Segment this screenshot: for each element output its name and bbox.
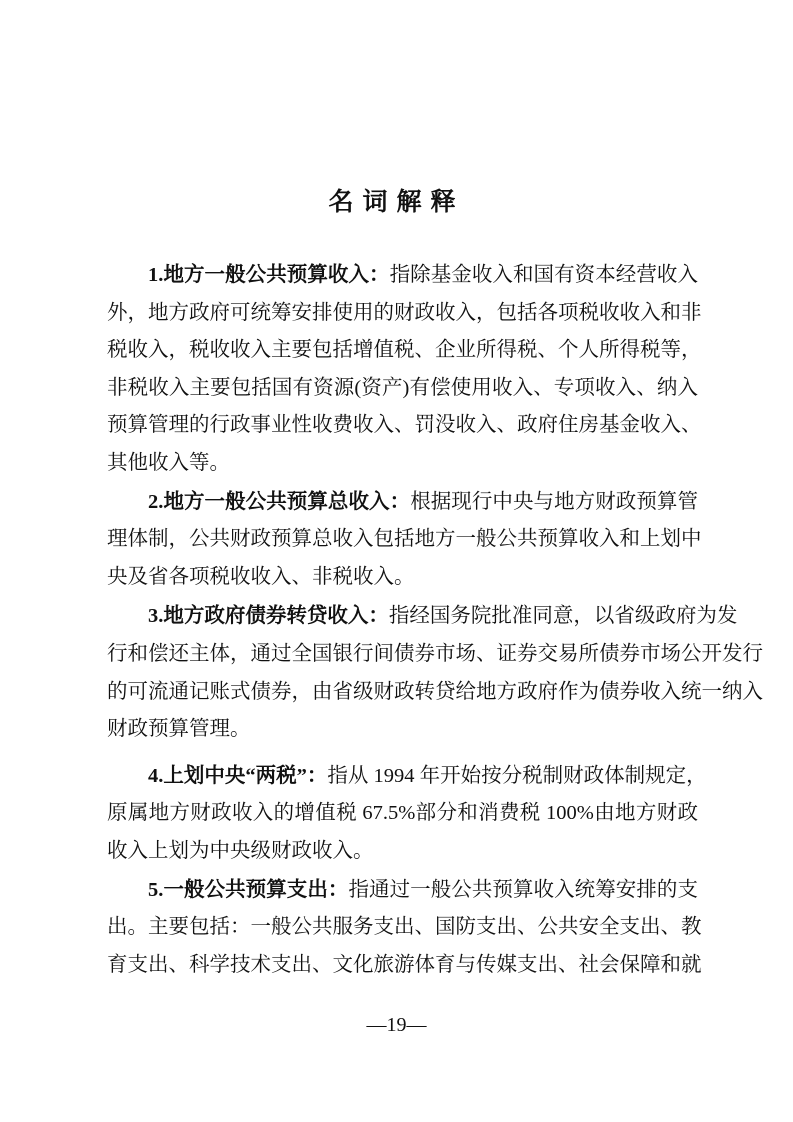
document-body [107,257,763,984]
definition-text: 理体制，公共财政预算总收入包括地方一般公共预算收入和上划中 [107,528,702,551]
definition-text: 其他收入等。 [107,451,230,474]
definition-term: 3.地方政府债券转贷收入： [148,605,389,628]
definition-text: 根据现行中央与地方财政预算管 [410,490,698,513]
text-line [107,598,738,636]
definition-text: 指经国务院批准同意，以省级政府为发 [388,605,738,628]
definition-paragraph [107,758,707,871]
text-line [107,257,698,295]
text-line [107,445,698,483]
definition-text: 预算管理的行政事业性收费收入、罚没收入、政府住房基金收入、 [107,414,702,437]
definition-text: 央及省各项税收收入、非税收入。 [107,565,415,588]
definition-text: 非税收入主要包括国有资源(资产)有偿使用收入、专项收入、纳入 [107,376,698,399]
text-line [107,332,702,370]
text-line [107,872,698,910]
definition-term: 2.地方一般公共预算总收入： [148,490,411,513]
text-line [107,674,763,712]
definition-text: 税收入，税收收入主要包括增值税、企业所得税、个人所得税等， [107,339,702,362]
definition-text: 收入上划为中央级财政收入。 [107,839,374,862]
definition-term: 4.上划中央“两税”： [148,764,328,787]
definition-text: 指从 1994 年开始按分税制财政体制规定， [327,764,707,787]
text-line [107,909,702,947]
definition-text: 育支出、科学技术支出、文化旅游体育与传媒支出、社会保障和就 [107,953,702,976]
text-line [107,295,702,333]
definition-text: 出。主要包括：一般公共服务支出、国防支出、公共安全支出、教 [107,916,702,939]
definition-term: 1.地方一般公共预算收入： [148,264,390,286]
text-line [107,711,698,749]
definition-text: 行和偿还主体，通过全国银行间债券市场、证券交易所债券市场公开发行 [107,642,763,665]
definition-text: 指除基金收入和国有资本经营收入 [389,264,698,286]
definition-paragraph [107,872,702,985]
text-line [107,758,707,796]
definition-text: 财政预算管理。 [107,718,251,741]
definition-text: 原属地方财政收入的增值税 67.5%部分和消费税 100%由地方财政 [107,802,698,825]
text-line [107,484,698,522]
page-title: 名词解释 [328,189,465,216]
definition-paragraph [107,484,702,597]
text-line [107,407,702,445]
definition-text: 的可流通记账式债券，由省级财政转贷给地方政府作为债券收入统一纳入 [107,680,763,703]
text-line [107,636,763,674]
text-line [107,559,698,597]
page-number: —19— [366,1014,427,1036]
definition-paragraph [107,598,763,748]
definition-term: 5.一般公共预算支出： [148,878,349,901]
text-line [107,833,698,871]
text-line [107,947,702,985]
text-line [107,521,702,559]
text-line [107,370,698,408]
definition-paragraph [107,257,702,483]
definition-text: 指通过一般公共预算收入统筹安排的支 [348,878,698,901]
definition-text: 外，地方政府可统筹安排使用的财政收入，包括各项税收收入和非 [107,301,702,324]
text-line [107,795,698,833]
